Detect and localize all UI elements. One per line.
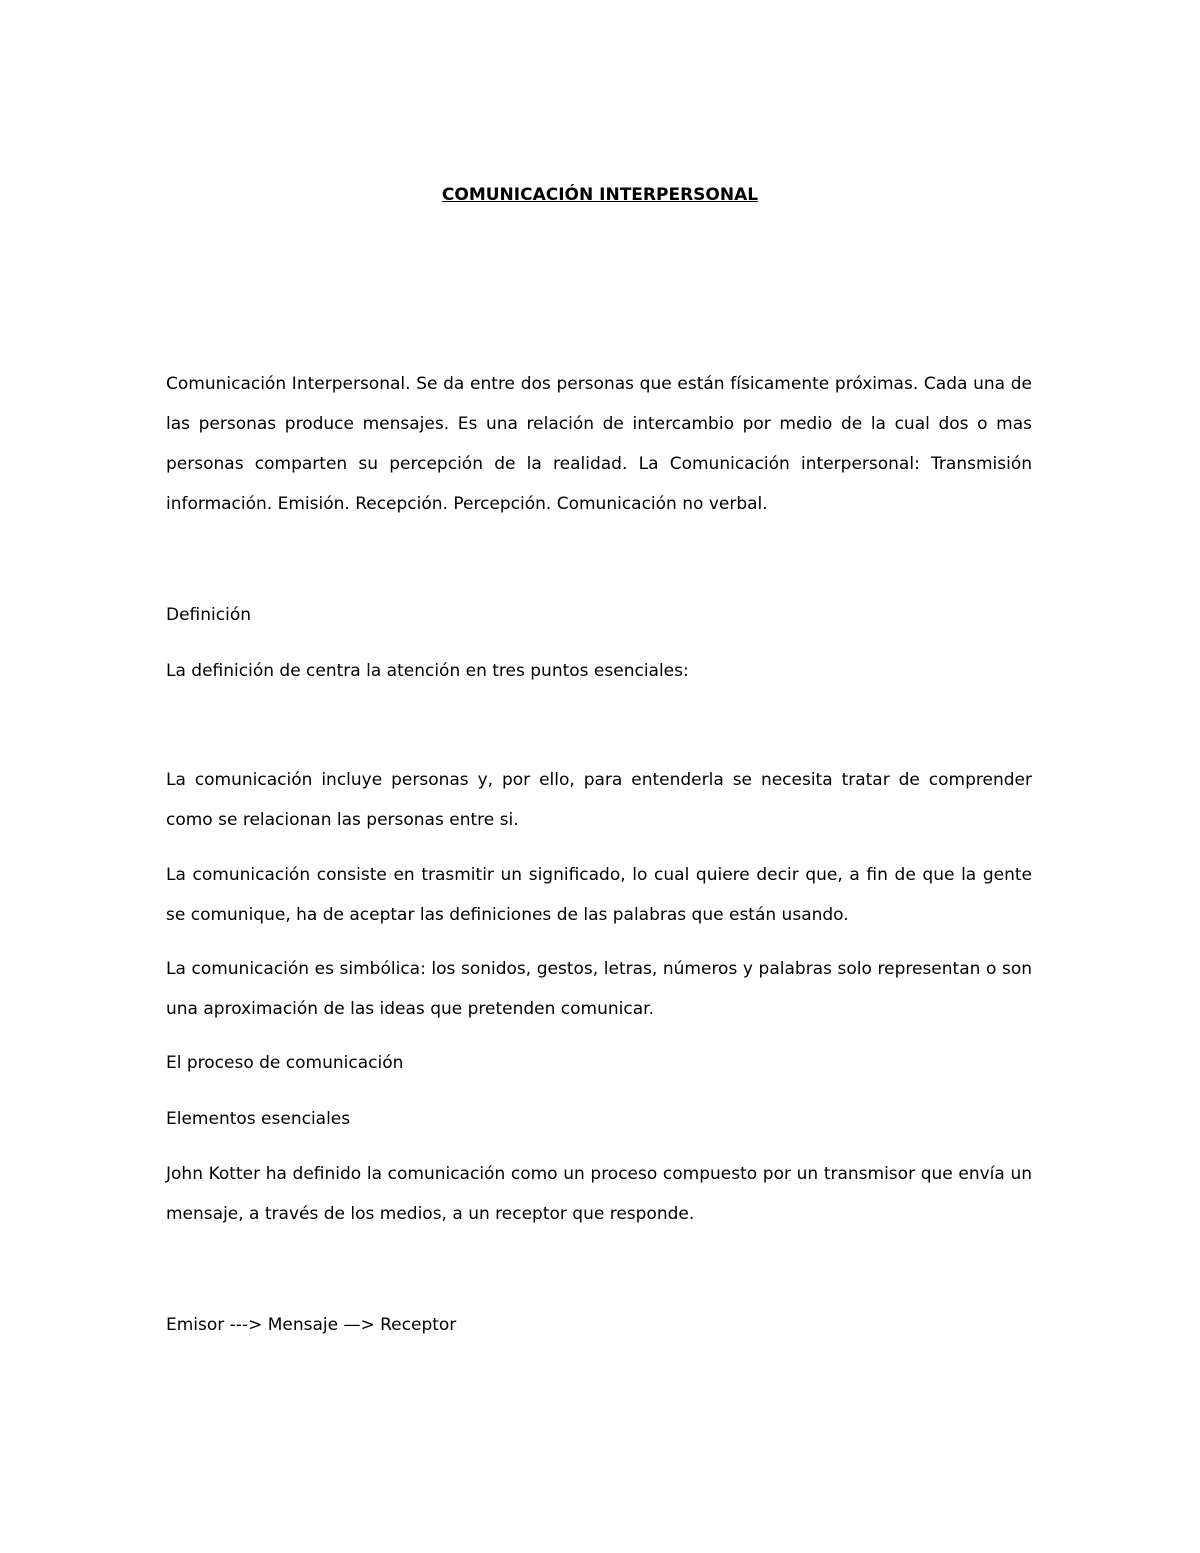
definition-point-3: La comunicación es simbólica: los sonidos, gestos, letras, números y palabras solo representan o son una aproximación de las ideas que pretenden comunicar. bbox=[166, 959, 1032, 1019]
communication-flow-line: Emisor ---> Mensaje —> Receptor bbox=[166, 1315, 457, 1335]
document-title: COMUNICACIÓN INTERPERSONAL bbox=[441, 185, 759, 205]
kotter-paragraph: John Kotter ha definido la comunicación como un proceso compuesto por un transmisor que envía un mensaje, a través de los medios, a un receptor que responde. bbox=[166, 1164, 1032, 1224]
intro-paragraph: Comunicación Interpersonal. Se da entre dos personas que están físicamente próximas. Cada una de las personas produce mensajes. Es una relación de intercambio por medio de la cual dos o mas personas comparten su percepción de la realidad. La Comunicación interpersonal: Transmisión información. Emisión. Recepción. Percepción. Comunicación no verbal. bbox=[166, 374, 1032, 514]
definition-intro: La definición de centra la atención en tres puntos esenciales: bbox=[166, 661, 689, 681]
definition-point-1: La comunicación incluye personas y, por ello, para entenderla se necesita tratar de comprender como se relacionan las personas entre si. bbox=[166, 770, 1032, 830]
definition-point-2: La comunicación consiste en trasmitir un significado, lo cual quiere decir que, a fin de que la gente se comunique, ha de aceptar las definiciones de las palabras que están usando. bbox=[166, 865, 1032, 925]
elements-heading: Elementos esenciales bbox=[166, 1109, 351, 1129]
process-heading: El proceso de comunicación bbox=[166, 1053, 404, 1073]
definition-heading: Definición bbox=[166, 605, 251, 625]
